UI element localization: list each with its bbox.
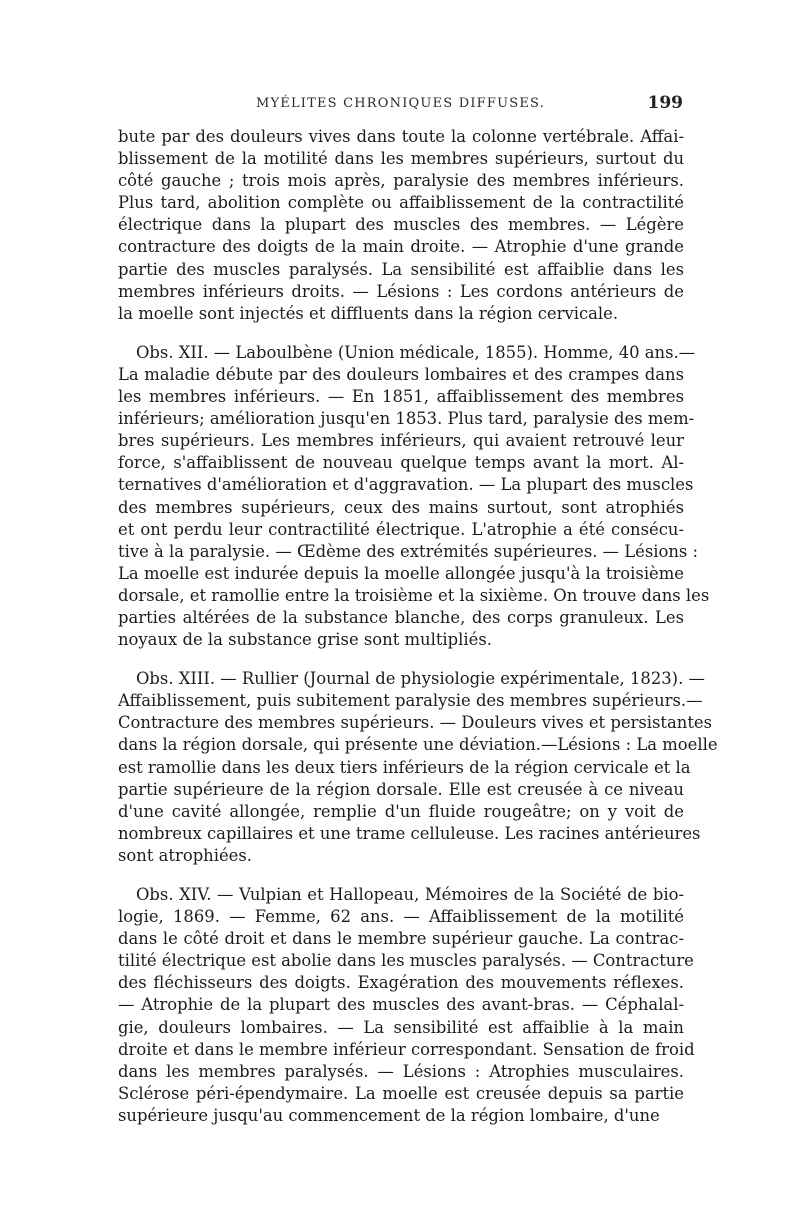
paragraph-gap bbox=[118, 325, 684, 342]
text-line: ternatives d'amélioration et d'aggravation. — La plupart des muscles bbox=[118, 475, 694, 495]
paragraph-gap bbox=[118, 867, 684, 884]
text-line: la moelle sont injectés et diffluents dans la région cervicale. bbox=[118, 303, 619, 323]
text-line: des fléchisseurs des doigts. Exagération des mouvements réflexes. bbox=[118, 973, 684, 993]
text-line: logie, 1869. — Femme, 62 ans. — Affaiblissement de la motilité bbox=[118, 907, 684, 927]
text-line: dans la région dorsale, qui présente une déviation.—Lésions : La moelle bbox=[118, 735, 718, 755]
text-line: La moelle est indurée depuis la moelle allongée jusqu'à la troisième bbox=[118, 563, 684, 583]
text-line: les membres inférieurs. — En 1851, affaiblissement des membres bbox=[118, 387, 684, 407]
text-line: Obs. XIII. — Rullier (Journal de physiologie expérimentale, 1823). — bbox=[136, 669, 705, 689]
paragraph-gap bbox=[118, 651, 684, 668]
text-line: tive à la paralysie. — Œdème des extrémités supérieures. — Lésions : bbox=[118, 541, 699, 561]
paragraph bbox=[118, 668, 718, 867]
text-line: noyaux de la substance grise sont multipliés. bbox=[118, 630, 492, 650]
text-line: blissement de la motilité dans les membres supérieurs, surtout du bbox=[118, 149, 684, 169]
text-line: et ont perdu leur contractilité électrique. L'atrophie a été consécu- bbox=[118, 519, 684, 539]
text-line: partie des muscles paralysés. La sensibilité est affaiblie dans les bbox=[118, 259, 684, 279]
text-line: Plus tard, abolition complète ou affaiblissement de la contractilité bbox=[118, 193, 684, 213]
running-head bbox=[118, 93, 683, 118]
text-line: Sclérose péri-épendymaire. La moelle est creusée depuis sa partie bbox=[118, 1083, 684, 1103]
text-line: Obs. XIV. — Vulpian et Hallopeau, Mémoires de la Société de bio- bbox=[136, 885, 684, 904]
text-line: d'une cavité allongée, remplie d'un fluide rougeâtre; on y voit de bbox=[118, 801, 684, 821]
text-line: dans les membres paralysés. — Lésions : Atrophies musculaires. bbox=[118, 1061, 684, 1081]
text-line: supérieure jusqu'au commencement de la région lombaire, d'une bbox=[118, 1105, 660, 1125]
text-line: Affaiblissement, puis subitement paralysie des membres supérieurs.— bbox=[118, 691, 703, 711]
paragraph bbox=[118, 884, 695, 1127]
text-line: sont atrophiées. bbox=[118, 845, 253, 865]
text-line: bute par des douleurs vives dans toute la colonne vertébrale. Affai- bbox=[118, 127, 684, 146]
text-line: tilité électrique est abolie dans les muscles paralysés. — Contracture bbox=[118, 951, 694, 971]
text-line: inférieurs; amélioration jusqu'en 1853. Plus tard, paralysie des mem- bbox=[118, 409, 695, 429]
text-line: — Atrophie de la plupart des muscles des avant-bras. — Céphalal- bbox=[118, 995, 684, 1015]
paragraph bbox=[118, 126, 684, 325]
text-line: droite et dans le membre inférieur correspondant. Sensation de froid bbox=[118, 1039, 695, 1059]
paragraph bbox=[118, 342, 710, 651]
page-number: 199 bbox=[647, 93, 683, 113]
text-line: dans le côté droit et dans le membre supérieur gauche. La contrac- bbox=[118, 929, 684, 949]
text-line: force, s'affaiblissent de nouveau quelque temps avant la mort. Al- bbox=[118, 453, 684, 473]
text-line: parties altérées de la substance blanche, des corps granuleux. Les bbox=[118, 607, 684, 627]
text-line: côté gauche ; trois mois après, paralysie des membres inférieurs. bbox=[118, 171, 684, 191]
text-line: Contracture des membres supérieurs. — Douleurs vives et persistantes bbox=[118, 713, 713, 733]
body-text bbox=[118, 126, 718, 1127]
text-line: partie supérieure de la région dorsale. Elle est creusée à ce niveau bbox=[118, 779, 684, 799]
text-line: électrique dans la plupart des muscles des membres. — Légère bbox=[118, 215, 684, 235]
text-line: membres inférieurs droits. — Lésions : Les cordons antérieurs de bbox=[118, 281, 684, 301]
text-line: contracture des doigts de la main droite. — Atrophie d'une grande bbox=[118, 237, 684, 257]
text-line: Obs. XII. — Laboulbène (Union médicale, 1855). Homme, 40 ans.— bbox=[136, 342, 696, 362]
text-line: nombreux capillaires et une trame celluleuse. Les racines antérieures bbox=[118, 823, 701, 843]
text-line: gie, douleurs lombaires. — La sensibilité est affaiblie à la main bbox=[118, 1017, 684, 1037]
text-line: dorsale, et ramollie entre la troisième et la sixième. On trouve dans les bbox=[118, 585, 710, 605]
text-line: La maladie débute par des douleurs lombaires et des crampes dans bbox=[118, 364, 684, 384]
running-title: MYÉLITES CHRONIQUES DIFFUSES. bbox=[255, 96, 546, 111]
text-line: des membres supérieurs, ceux des mains surtout, sont atrophiés bbox=[118, 497, 684, 517]
text-line: est ramollie dans les deux tiers inférieurs de la région cervicale et la bbox=[118, 757, 691, 777]
text-line: bres supérieurs. Les membres inférieurs, qui avaient retrouvé leur bbox=[118, 431, 684, 451]
